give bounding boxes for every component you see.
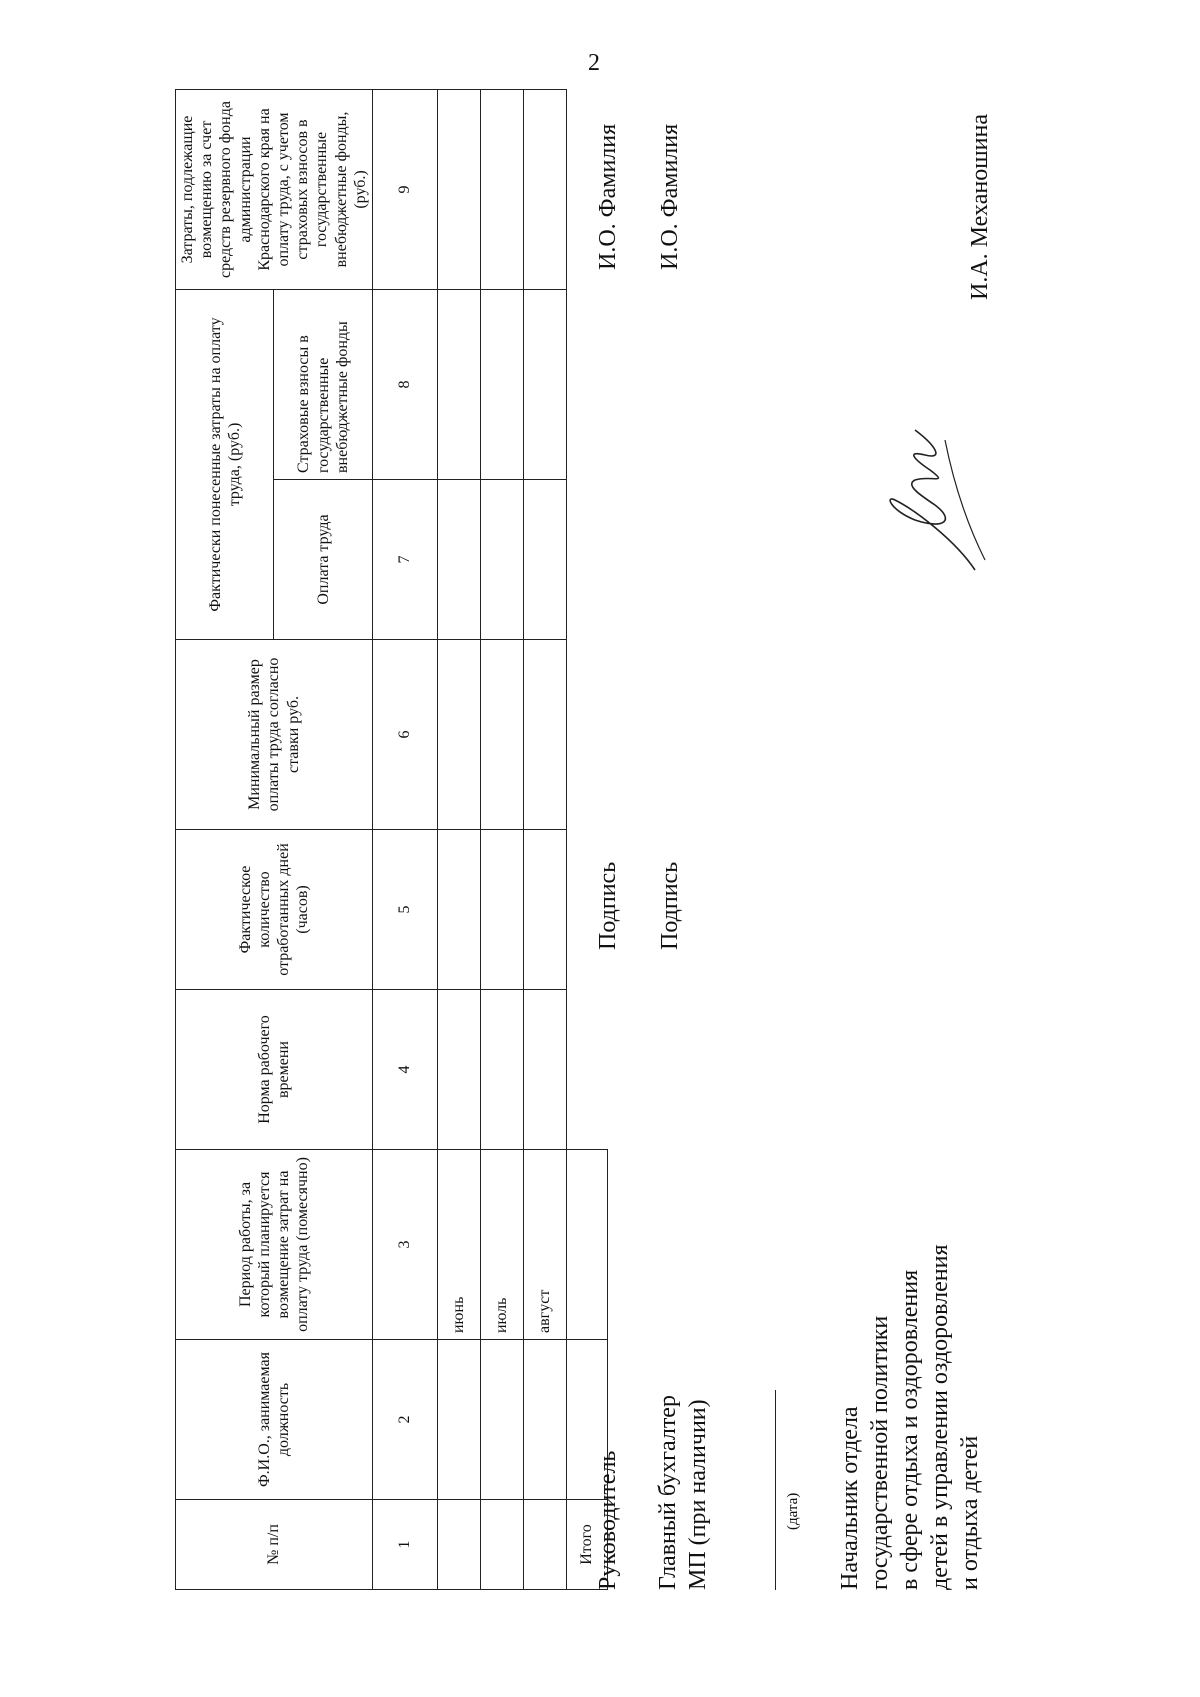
official-title-line: Начальник отдела [837, 1406, 863, 1590]
official-title-line: и отдыха детей [957, 1435, 983, 1590]
accountant-label: Главный бухгалтер [655, 1395, 681, 1590]
table-cell [480, 1500, 523, 1590]
table-cell [523, 89, 566, 289]
header-min-wage: Минимальный размер оплаты труда согласно ставки руб. [176, 640, 373, 830]
table-cell [523, 289, 566, 479]
month-july: июль [480, 1150, 523, 1340]
table-cell [437, 1340, 480, 1500]
table-cell [480, 89, 523, 289]
table-cell [437, 830, 480, 990]
col-num: 9 [372, 89, 437, 289]
date-label: (дата) [785, 1492, 801, 1530]
col-num: 5 [372, 830, 437, 990]
header-period: Период работы, за который планируется возмещение затрат на оплату труда (помесячно) [176, 1150, 373, 1340]
col-num: 1 [372, 1500, 437, 1590]
official-title-line: в сфере отдыха и оздоровления [897, 1269, 923, 1590]
col-num: 8 [372, 289, 437, 479]
table-cell [480, 990, 523, 1150]
header-wage: Оплата труда [274, 480, 372, 640]
table-cell [523, 1500, 566, 1590]
header-fio: Ф.И.О., занимаемая должность [176, 1340, 373, 1500]
head-label: Руководитель [595, 1450, 621, 1590]
table-cell [523, 480, 566, 640]
reimbursement-table [175, 89, 608, 1590]
column-numbers-row [372, 89, 437, 1589]
header-actual-days: Фактическое количество отработанных дней (часов) [176, 830, 373, 990]
rotated-page-content [175, 30, 1175, 1590]
header-norm: Норма рабочего времени [176, 990, 373, 1150]
table-cell [566, 1150, 607, 1340]
month-august: август [523, 1150, 566, 1340]
accountant-signature-placeholder: Подпись [657, 861, 683, 950]
official-title-line: государственной политики [867, 1315, 893, 1590]
header-num: № п/п [176, 1500, 373, 1590]
page-number: 2 [588, 50, 600, 76]
header-reimburse: Затраты, подлежащие возмещению за счет средств резервного фонда администрации Краснодарского края на оплату труда, с учетом страховых взносов в государственные внебюджетные фонды, (руб.) [176, 89, 373, 289]
table-cell [480, 1340, 523, 1500]
col-num: 7 [372, 480, 437, 640]
head-signature-placeholder: Подпись [595, 861, 621, 950]
handwritten-signature [875, 420, 995, 580]
stamp-label: МП (при наличии) [685, 1399, 711, 1590]
table-cell [437, 1500, 480, 1590]
header-insurance: Страховые взносы в государственные внебюджетные фонды [274, 289, 372, 479]
month-june: июнь [437, 1150, 480, 1340]
table-row [437, 89, 480, 1589]
table-row [523, 89, 566, 1589]
official-title [835, 1245, 985, 1590]
table-cell [523, 830, 566, 990]
table-cell [480, 640, 523, 830]
total-label: Итого [566, 1500, 607, 1590]
table-cell [480, 289, 523, 479]
table-cell [523, 640, 566, 830]
col-num: 2 [372, 1340, 437, 1500]
table-cell [437, 480, 480, 640]
accountant-name: И.О. Фамилия [657, 123, 683, 270]
header-actual-costs: Фактически понесенные затраты на оплату труда, (руб.) [176, 289, 274, 639]
col-num: 6 [372, 640, 437, 830]
col-num: 3 [372, 1150, 437, 1340]
official-title-line: детей в управлении оздоровления [927, 1244, 953, 1590]
date-line [775, 1390, 776, 1590]
total-row [566, 89, 607, 1589]
official-name: И.А. Механошина [967, 113, 993, 300]
table-cell [480, 830, 523, 990]
table-cell [437, 289, 480, 479]
head-name: И.О. Фамилия [595, 123, 621, 270]
table-cell [437, 89, 480, 289]
table-cell [437, 990, 480, 1150]
table-cell [480, 480, 523, 640]
table-cell [523, 1340, 566, 1500]
table-cell [437, 640, 480, 830]
table-cell [523, 990, 566, 1150]
table-row [480, 89, 523, 1589]
col-num: 4 [372, 990, 437, 1150]
